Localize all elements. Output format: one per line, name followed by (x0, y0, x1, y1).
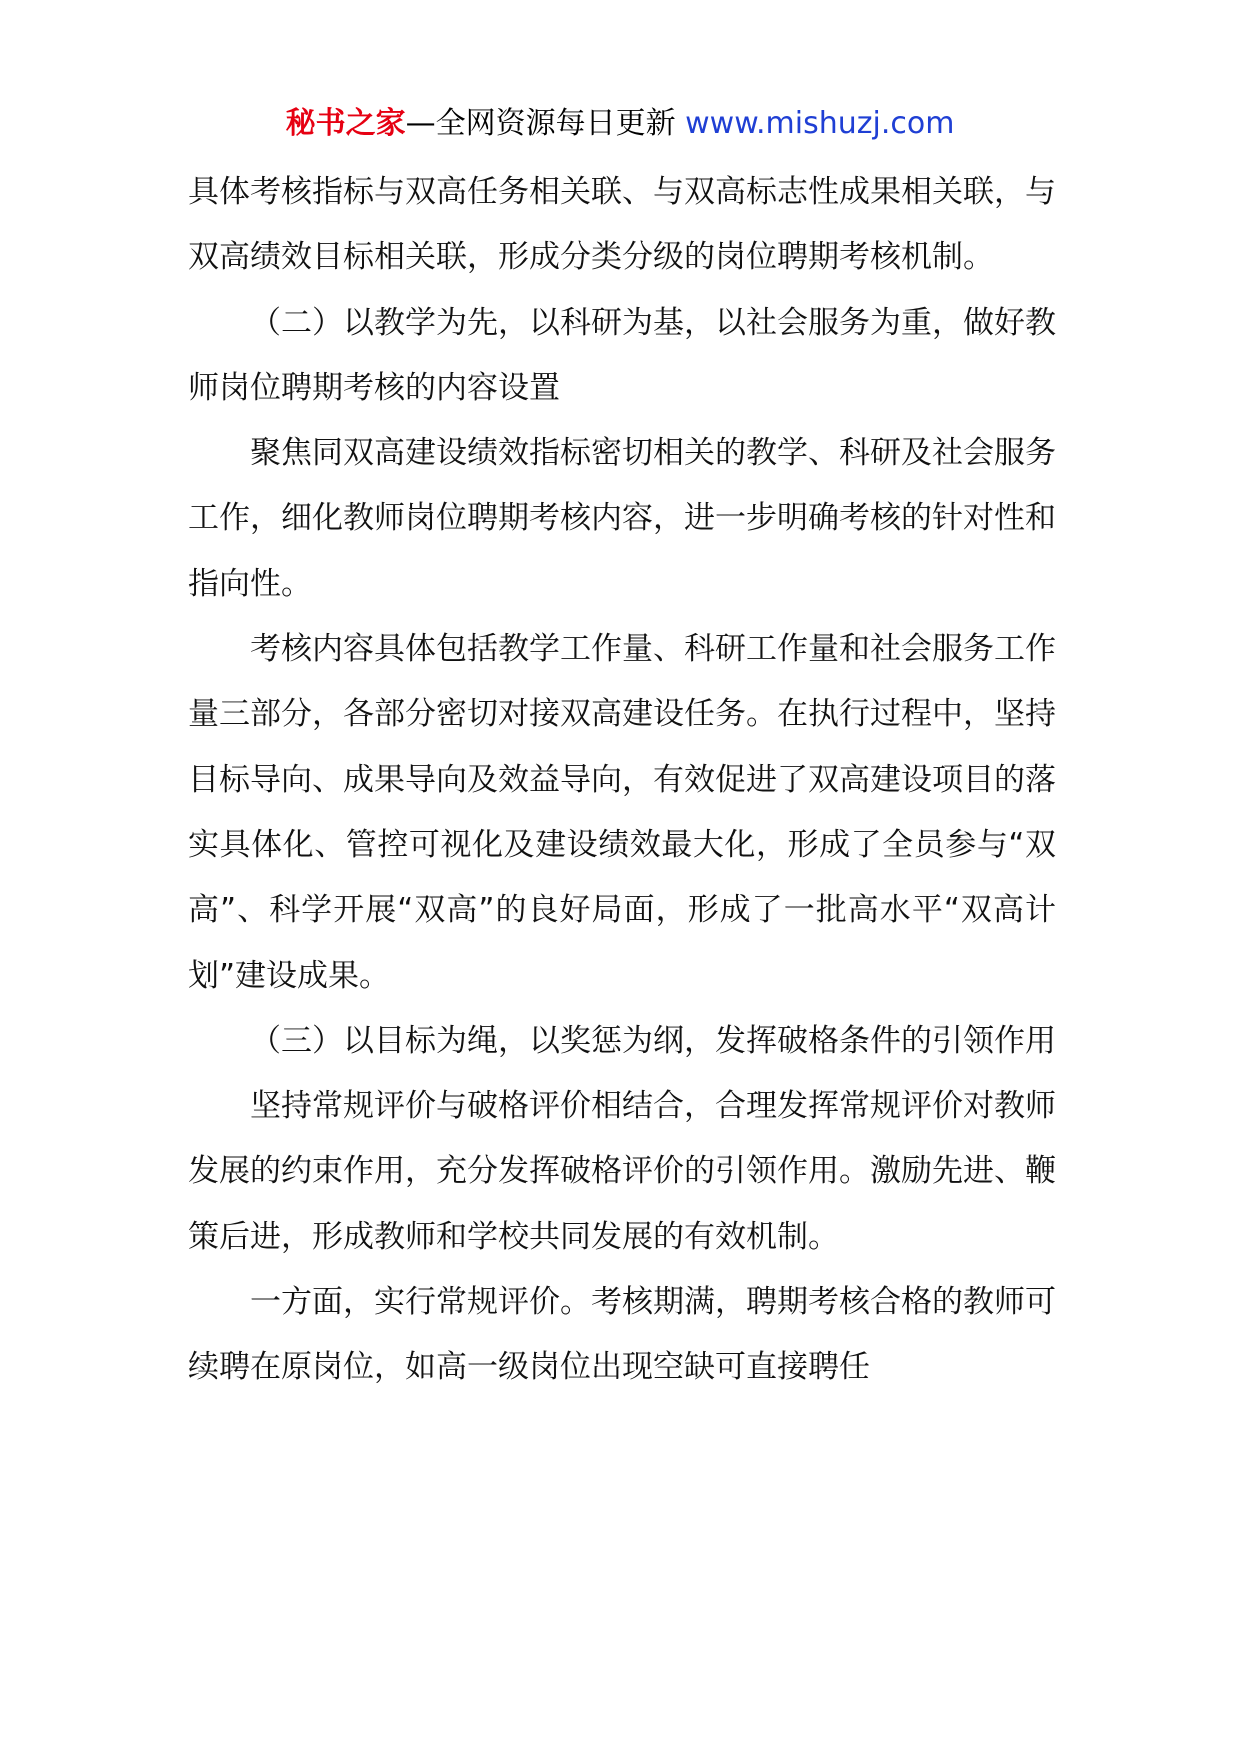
brand-name: 秘书之家 (285, 106, 406, 141)
paragraph: 一方面，实行常规评价。考核期满，聘期考核合格的教师可续聘在原岗位，如高一级岗位出现空缺可直接聘任 (188, 1284, 1056, 1386)
paragraph: 考核内容具体包括教学工作量、科研工作量和社会服务工作量三部分，各部分密切对接双高建设任务。在执行过程中，坚持目标导向、成果导向及效益导向，有效促进了双高建设项目的落实具体化、管控可视化及建设绩效最大化，形成了全员参与“双高”、科学开展“双高”的良好局面，形成了一批高水平“双高计划”建设成果。 (188, 631, 1056, 994)
document-body (188, 160, 1056, 1401)
header-tagline: —全网资源每日更新 (405, 106, 686, 141)
page-header (0, 104, 1240, 144)
paragraph: 聚焦同双高建设绩效指标密切相关的教学、科研及社会服务工作，细化教师岗位聘期考核内容，进一步明确考核的针对性和指向性。 (188, 435, 1056, 602)
section-heading-2: （二）以教学为先，以科研为基，以社会服务为重，做好教师岗位聘期考核的内容设置 (188, 304, 1056, 406)
paragraph-continuation: 具体考核指标与双高任务相关联、与双高标志性成果相关联，与双高绩效目标相关联，形成分类分级的岗位聘期考核机制。 (188, 174, 1056, 276)
site-url-link[interactable]: www.mishuzj.com (685, 106, 955, 141)
section-heading-3: （三）以目标为绳，以奖惩为纲，发挥破格条件的引领作用 (250, 1022, 1056, 1059)
paragraph: 坚持常规评价与破格评价相结合，合理发挥常规评价对教师发展的约束作用，充分发挥破格评价的引领作用。激励先进、鞭策后进，形成教师和学校共同发展的有效机制。 (188, 1088, 1056, 1255)
